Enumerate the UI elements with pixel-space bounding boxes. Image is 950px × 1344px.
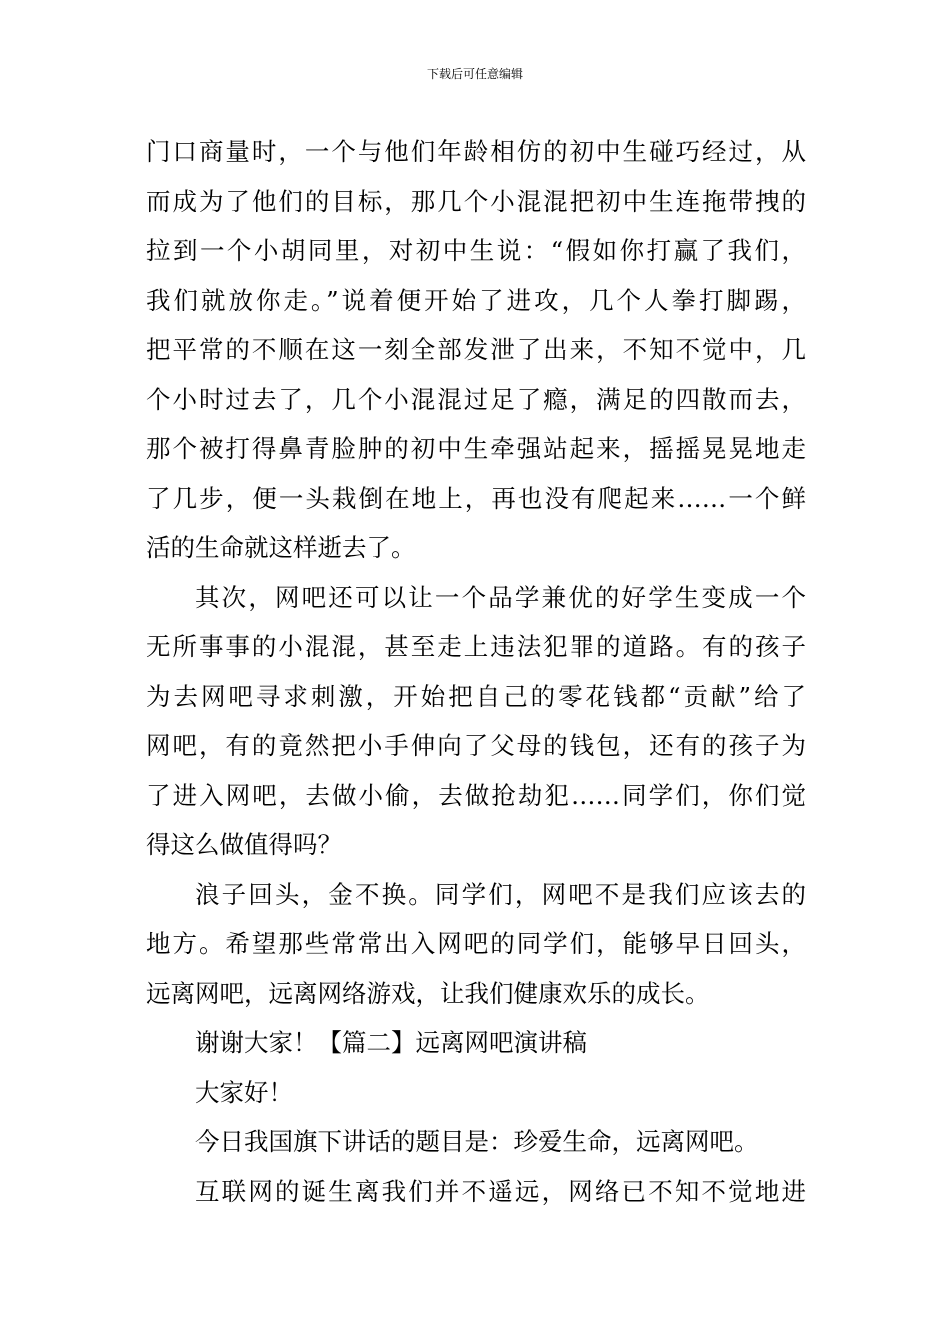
text-line: 远离网吧，远离网络游戏，让我们健康欢乐的成长。: [146, 978, 710, 1008]
text-line: 谢谢大家！【篇二】远离网吧演讲稿: [195, 1028, 587, 1057]
text-line: 为去网吧寻求刺激，开始把自己的零花钱都“贡献”给了: [146, 681, 806, 711]
text-line: 了几步，便一头栽倒在地上，再也没有爬起来……一个鲜: [146, 483, 806, 513]
text-line: 门口商量时，一个与他们年龄相仿的初中生碰巧经过，从: [146, 137, 806, 166]
text-line: 把平常的不顺在这一刻全部发泄了出来，不知不觉中，几: [146, 335, 806, 364]
text-line: 了进入网吧，去做小偷，去做抢劫犯……同学们，你们觉: [146, 780, 806, 810]
text-line: 今日我国旗下讲话的题目是：珍爱生命，远离网吧。: [195, 1127, 759, 1156]
text-line: 活的生命就这样逝去了。: [146, 533, 416, 562]
paragraph: [146, 1018, 806, 1068]
text-line: 得这么做值得吗？: [146, 830, 342, 859]
text-line: 网吧，有的竟然把小手伸向了父母的钱包，还有的孩子为: [146, 731, 806, 760]
text-line: 互联网的诞生离我们并不遥远，网络已不知不觉地进: [195, 1176, 806, 1206]
text-line: 其次，网吧还可以让一个品学兼优的好学生变成一个: [195, 582, 806, 612]
text-line: 个小时过去了，几个小混混过足了瘾，满足的四散而去，: [146, 384, 806, 414]
text-line: 我们就放你走。”说着便开始了进攻，几个人拳打脚踢，: [146, 285, 806, 315]
text-line: 而成为了他们的目标，那几个小混混把初中生连拖带拽的: [146, 186, 806, 216]
text-line: 大家好！: [195, 1077, 293, 1107]
paragraph: [146, 1167, 806, 1217]
text-line: 浪子回头，金不换。同学们，网吧不是我们应该去的: [195, 879, 806, 909]
text-line: 拉到一个小胡同里，对初中生说：“假如你打赢了我们，: [146, 236, 806, 265]
paragraph: [146, 1068, 806, 1118]
text-line: 那个被打得鼻青脸肿的初中生牵强站起来，摇摇晃晃地走: [146, 434, 806, 463]
paragraph: [146, 573, 806, 870]
paragraph: [146, 870, 806, 1019]
paragraph: [146, 127, 806, 573]
paragraph: [146, 1117, 806, 1167]
text-line: 无所事事的小混混，甚至走上违法犯罪的道路。有的孩子: [146, 632, 806, 661]
page-header: 下载后可任意编辑: [426, 67, 523, 81]
text-line: 地方。希望那些常常出入网吧的同学们，能够早日回头，: [146, 929, 806, 958]
document-body: [146, 127, 806, 1216]
